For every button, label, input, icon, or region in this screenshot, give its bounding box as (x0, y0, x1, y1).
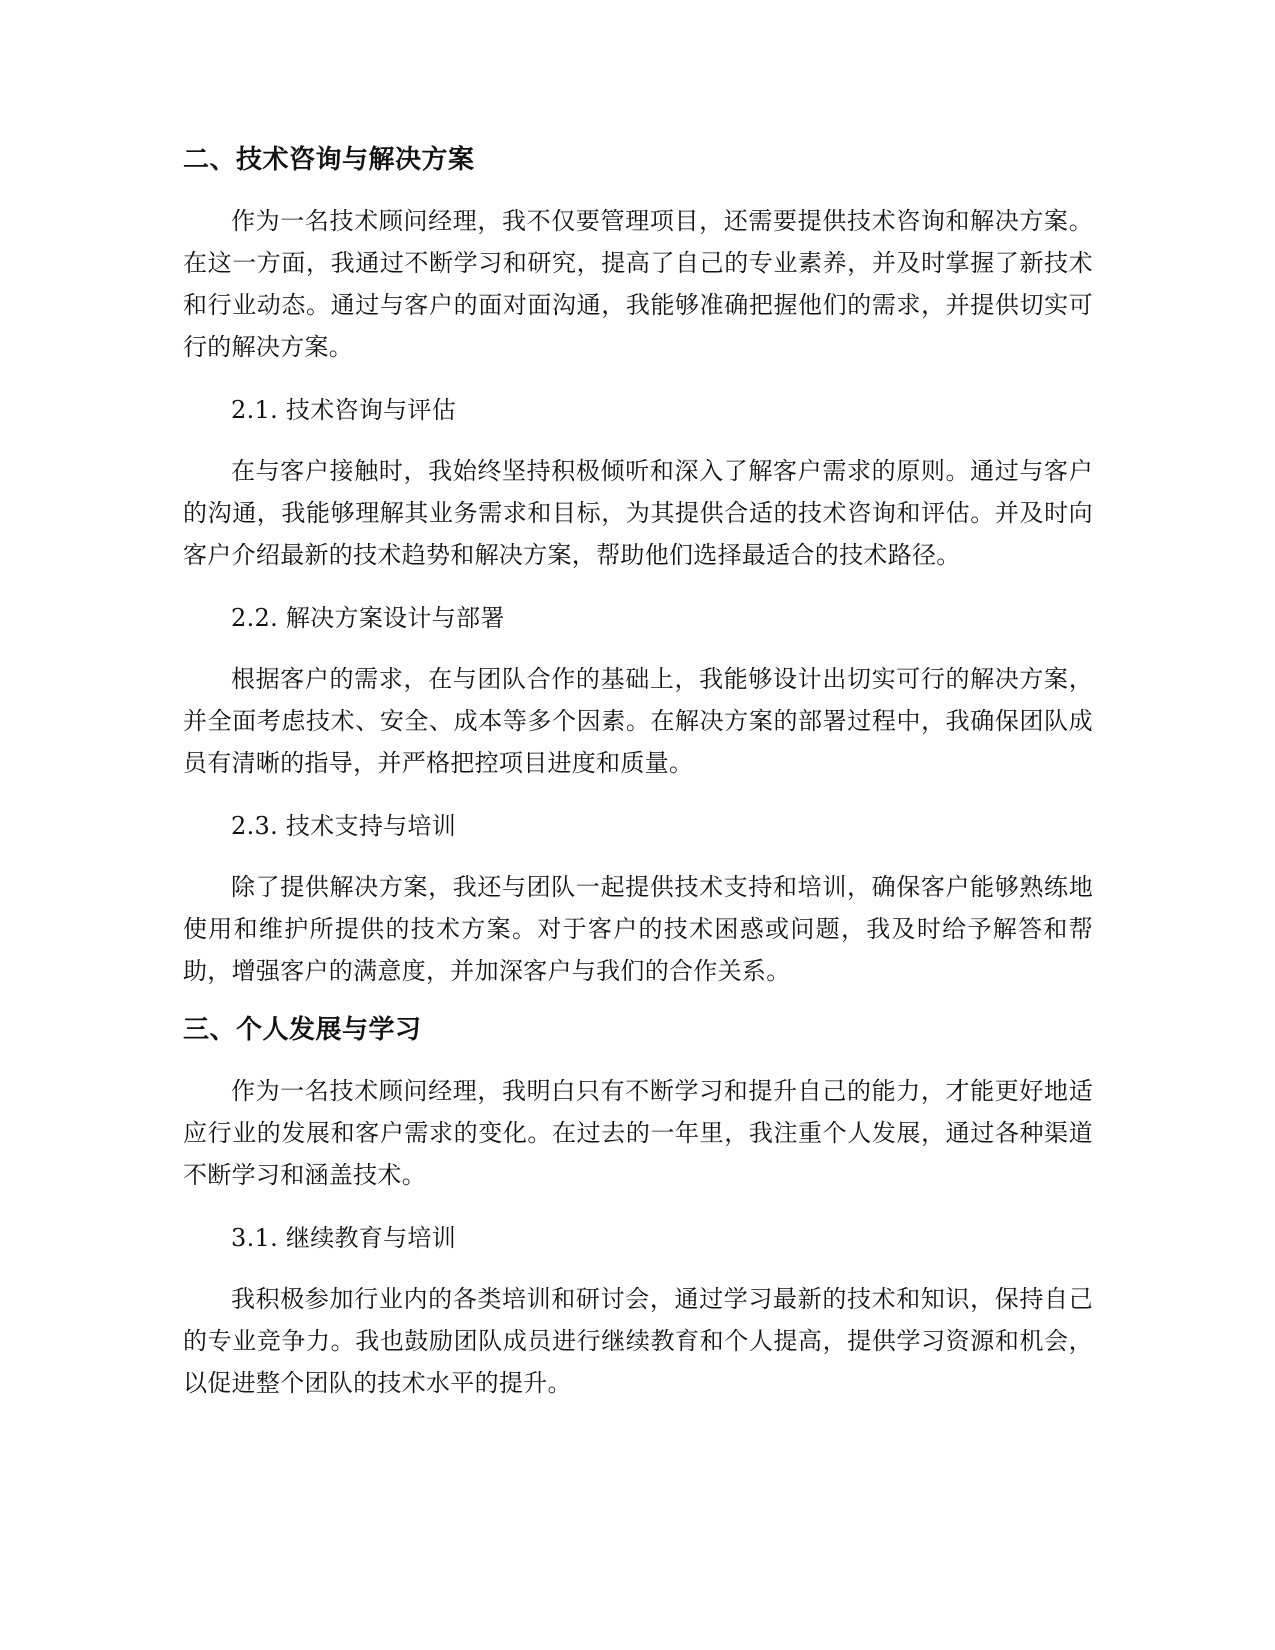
subsection-title: 3.1. 继续教育与培训 (231, 1224, 457, 1252)
subsection-paragraph: 根据客户的需求，在与团队合作的基础上，我能够设计出切实可行的解决方案，并全面考虑技术、安全、成本等多个因素。在解决方案的部署过程中，我确保团队成员有清晰的指导，并严格把控项目进度和质量。 (183, 665, 1093, 777)
section-intro-paragraph: 作为一名技术顾问经理，我不仅要管理项目，还需要提供技术咨询和解决方案。在这一方面，我通过不断学习和研究，提高了自己的专业素养，并及时掌握了新技术和行业动态。通过与客户的面对面沟通，我能够准确把握他们的需求，并提供切实可行的解决方案。 (183, 207, 1093, 361)
subsection-paragraph: 在与客户接触时，我始终坚持积极倾听和深入了解客户需求的原则。通过与客户的沟通，我能够理解其业务需求和目标，为其提供合适的技术咨询和评估。并及时向客户介绍最新的技术趋势和解决方案，帮助他们选择最适合的技术路径。 (183, 457, 1093, 569)
subsection-paragraph: 除了提供解决方案，我还与团队一起提供技术支持和培训，确保客户能够熟练地使用和维护所提供的技术方案。对于客户的技术困惑或问题，我及时给予解答和帮助，增强客户的满意度，并加深客户与我们的合作关系。 (183, 873, 1093, 985)
subsection-title: 2.1. 技术咨询与评估 (231, 396, 457, 424)
document-page (183, 140, 1093, 1404)
subsection-paragraph: 我积极参加行业内的各类培训和研讨会，通过学习最新的技术和知识，保持自己的专业竞争力。我也鼓励团队成员进行继续教育和个人提高，提供学习资源和机会，以促进整个团队的技术水平的提升。 (183, 1285, 1093, 1397)
subsection-title: 2.3. 技术支持与培训 (231, 812, 457, 840)
subsection-title: 2.2. 解决方案设计与部署 (231, 604, 505, 632)
section-heading: 二、技术咨询与解决方案 (183, 145, 475, 175)
section-heading: 三、个人发展与学习 (183, 1015, 422, 1045)
section-intro-paragraph: 作为一名技术顾问经理，我明白只有不断学习和提升自己的能力，才能更好地适应行业的发展和客户需求的变化。在过去的一年里，我注重个人发展，通过各种渠道不断学习和涵盖技术。 (183, 1077, 1093, 1189)
